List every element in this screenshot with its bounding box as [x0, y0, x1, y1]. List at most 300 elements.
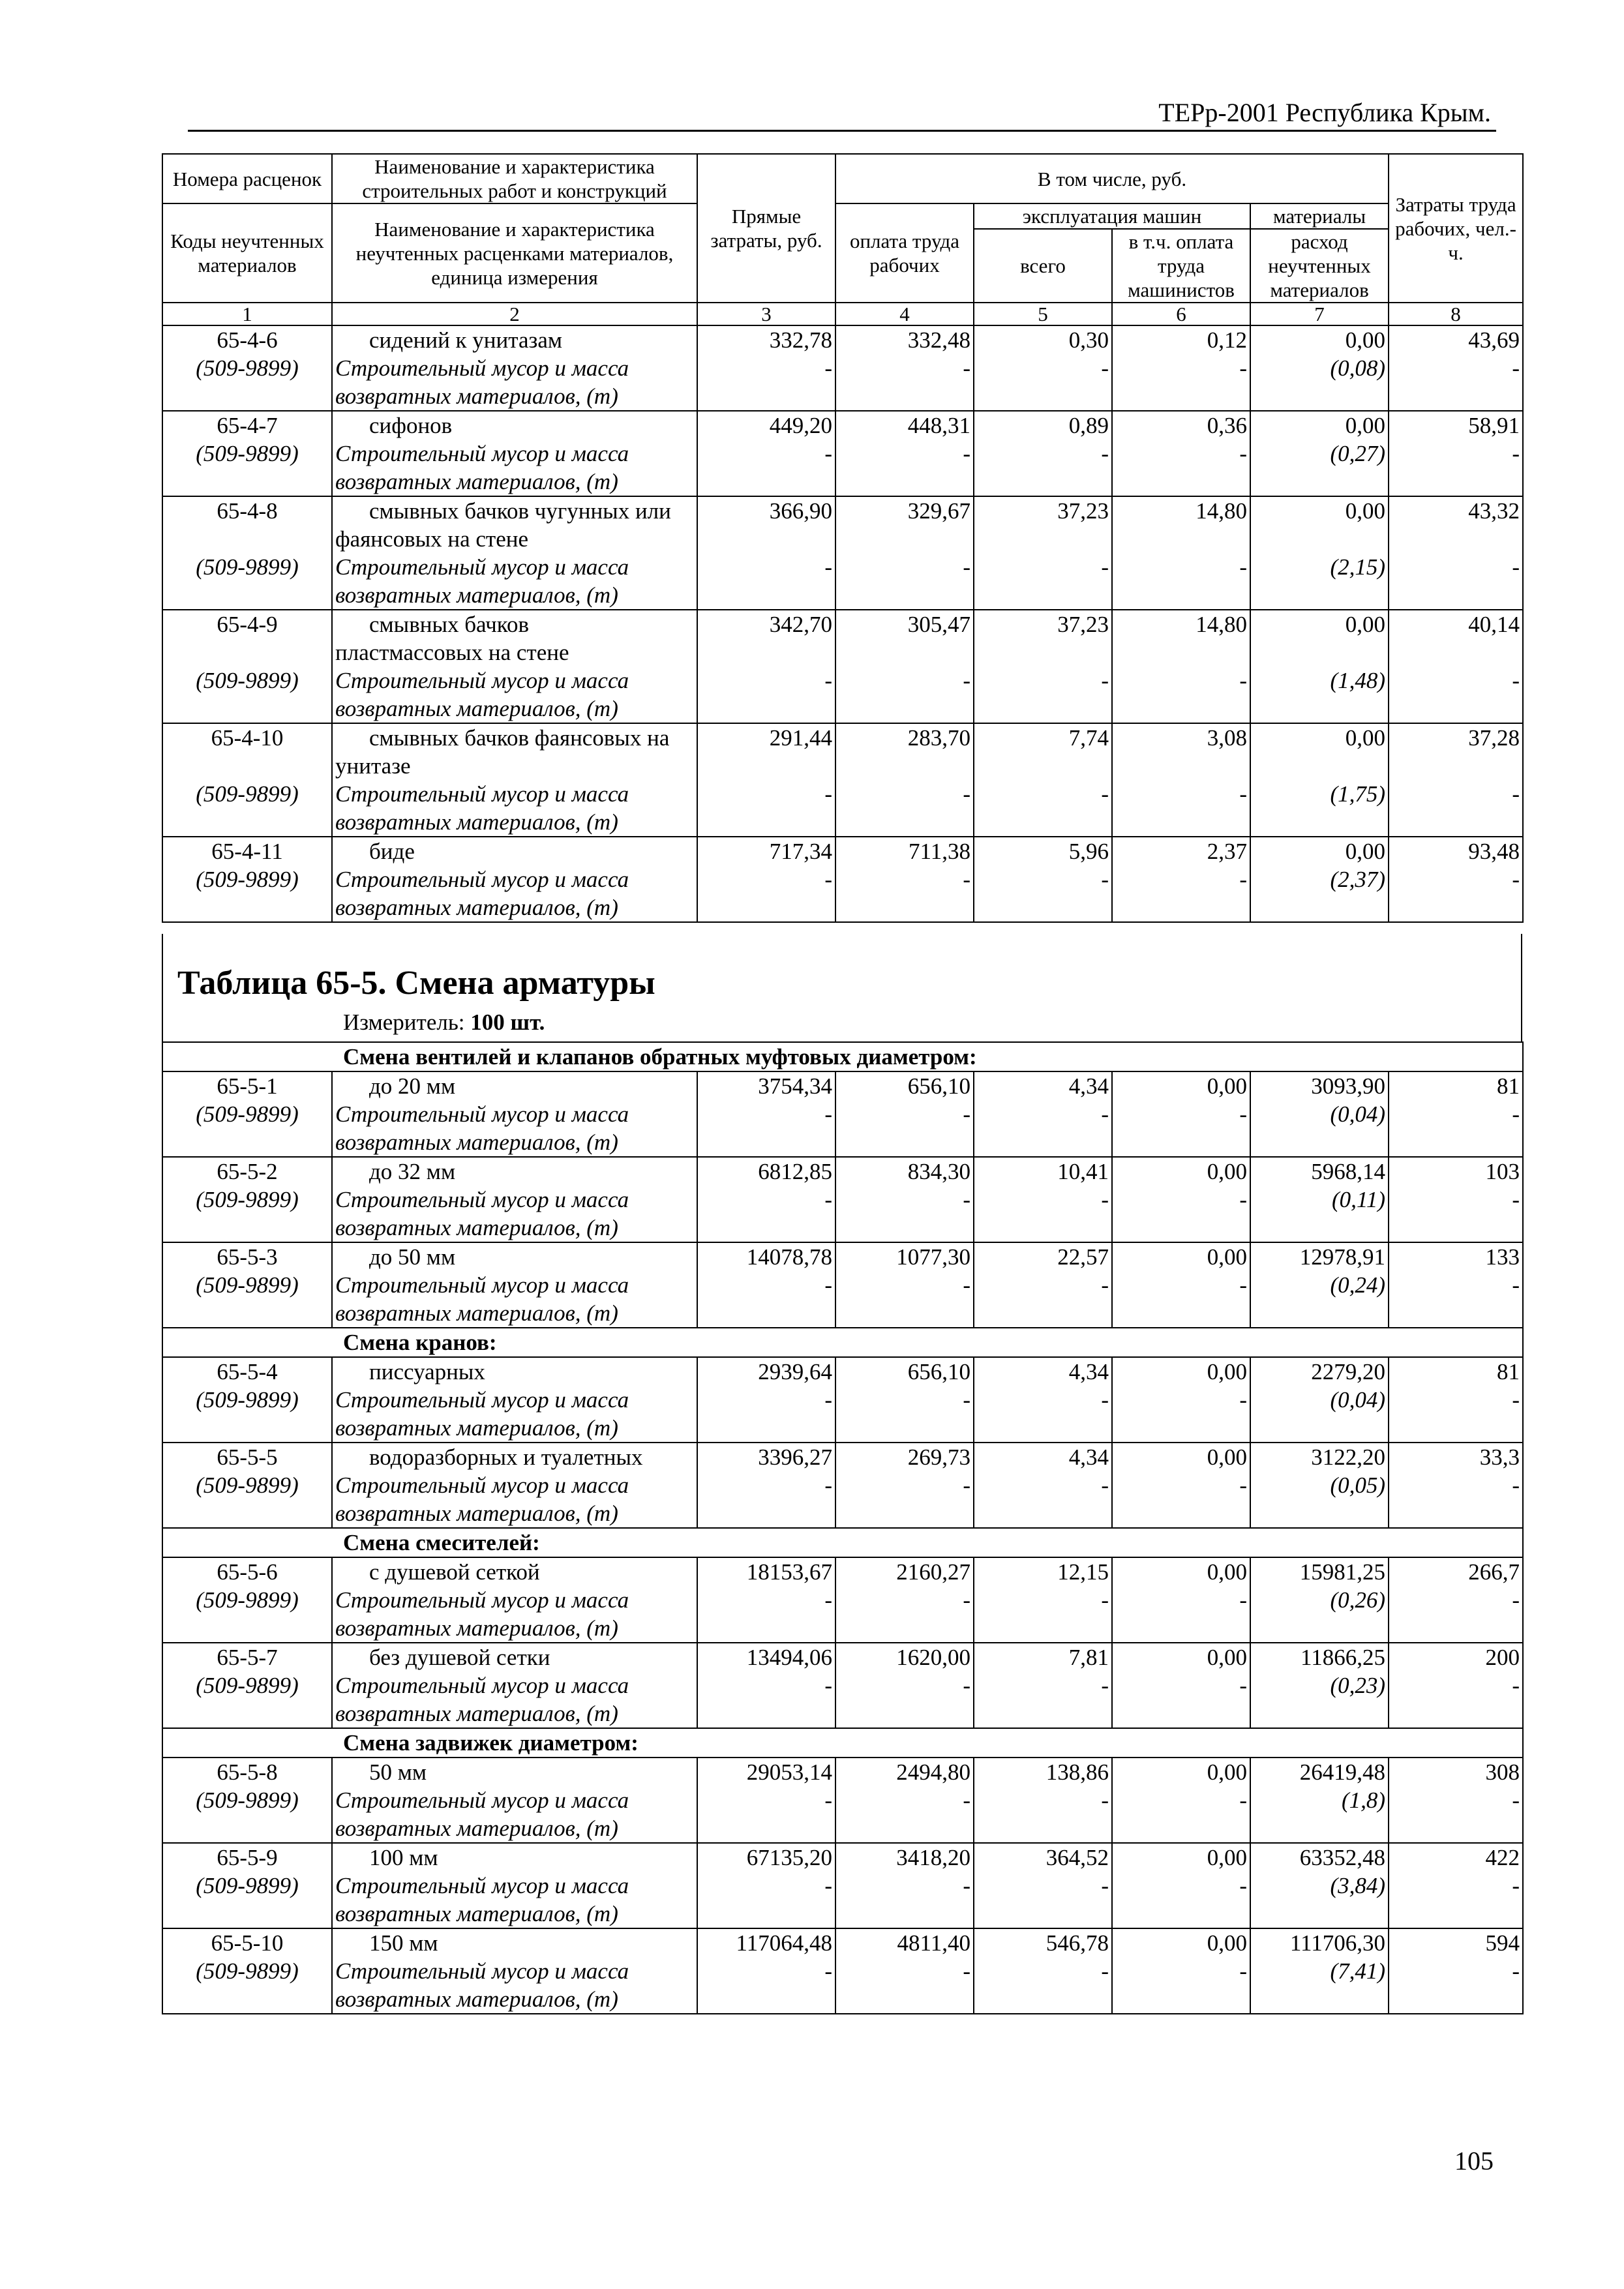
rate-name: писсуарных — [369, 1359, 485, 1384]
value-cell — [1250, 1071, 1389, 1157]
value-cell — [1389, 411, 1523, 496]
material-value: - — [824, 1101, 832, 1127]
rate-row — [162, 1071, 1523, 1157]
rate-code-cell — [162, 723, 332, 837]
material-value: - — [1239, 1587, 1247, 1613]
value-cell — [1389, 1758, 1523, 1843]
value-cell — [1112, 1443, 1250, 1528]
rate-code: 65-4-10 — [211, 725, 284, 751]
material-value: - — [824, 1587, 832, 1613]
value-cell — [974, 1357, 1112, 1443]
material-value: - — [824, 554, 832, 580]
column-number: 5 — [974, 303, 1112, 325]
rate-value: 0,00 — [1207, 1244, 1247, 1270]
value-cell — [835, 1157, 974, 1242]
rate-value: 22,57 — [1057, 1244, 1109, 1270]
rate-value: 342,70 — [769, 612, 832, 637]
material-value: - — [1512, 441, 1520, 466]
rate-value: 0,00 — [1345, 612, 1386, 637]
material-value: - — [824, 1187, 832, 1212]
material-value: - — [1239, 355, 1247, 381]
rate-value: 0,00 — [1207, 1559, 1247, 1585]
rate-code-cell — [162, 610, 332, 723]
rate-row — [162, 1928, 1523, 2014]
col-material-name-header: Наименование и характеристика неучтенных расценками материалов, единица измерения — [332, 203, 697, 303]
rate-value: 0,00 — [1345, 498, 1386, 524]
rate-value: 283,70 — [907, 725, 970, 751]
material-value: - — [1101, 668, 1109, 693]
cell-line: возвратных материалов, (т) — [335, 895, 618, 920]
rate-name: пластмассовых на стене — [335, 640, 569, 665]
rate-row — [162, 1242, 1523, 1328]
cell-line: Строительный мусор и масса — [335, 1101, 629, 1127]
rate-name-cell — [332, 1843, 697, 1928]
cell-line: Строительный мусор и масса — [335, 1873, 629, 1898]
rate-value: 11866,25 — [1301, 1645, 1385, 1670]
table-border-right — [1521, 934, 1522, 1041]
page-number: 105 — [1454, 2146, 1494, 2176]
material-value: - — [1239, 867, 1247, 892]
value-cell — [697, 1071, 835, 1157]
rate-row — [162, 496, 1523, 610]
rate-value: 40,14 — [1468, 612, 1520, 637]
material-value: - — [1239, 1873, 1247, 1898]
value-cell — [1112, 1643, 1250, 1728]
rate-value: 13494,06 — [746, 1645, 832, 1670]
rate-value: 5,96 — [1068, 839, 1109, 864]
value-cell — [1389, 1071, 1523, 1157]
rate-value: 448,31 — [907, 413, 970, 438]
material-value: - — [1512, 867, 1520, 892]
material-value: (0,04) — [1330, 1387, 1385, 1413]
rate-name: 50 мм — [369, 1759, 427, 1785]
rate-value: 717,34 — [769, 839, 832, 864]
rate-value: 0,00 — [1345, 839, 1386, 864]
value-cell — [1250, 1643, 1389, 1728]
rate-value: 14,80 — [1195, 498, 1247, 524]
rate-value: 37,23 — [1057, 612, 1109, 637]
rate-name: смывных бачков чугунных или — [369, 498, 671, 524]
material-value: - — [1512, 1958, 1520, 1984]
cell-line: возвратных материалов, (т) — [335, 1615, 618, 1641]
value-cell — [835, 1443, 974, 1528]
value-cell — [974, 1242, 1112, 1328]
material-value: - — [1512, 554, 1520, 580]
material-code: (509-9899) — [196, 1873, 299, 1898]
section-title: Смена задвижек диаметром: — [162, 1728, 1523, 1758]
value-cell — [974, 411, 1112, 496]
rate-value: 0,00 — [1207, 1759, 1247, 1785]
value-cell — [697, 1557, 835, 1643]
header-title: ТЕРр-2001 Республика Крым. — [1158, 98, 1491, 127]
table-border-left — [162, 934, 163, 1041]
rate-name: с душевой сеткой — [369, 1559, 540, 1585]
cell-line: Строительный мусор и масса — [335, 554, 629, 580]
rate-value: 117064,48 — [736, 1930, 832, 1956]
material-value: - — [824, 1473, 832, 1498]
material-value: - — [1512, 1272, 1520, 1298]
value-cell — [697, 1443, 835, 1528]
rate-code-cell — [162, 1357, 332, 1443]
rate-value: 1077,30 — [896, 1244, 970, 1270]
material-code: (509-9899) — [196, 1387, 299, 1413]
rate-row — [162, 610, 1523, 723]
rate-code: 65-5-6 — [217, 1559, 278, 1585]
rate-value: 2939,64 — [758, 1359, 832, 1384]
measure-unit — [343, 1010, 545, 1036]
material-value: - — [963, 668, 970, 693]
rate-code-cell — [162, 411, 332, 496]
material-value: - — [1101, 1387, 1109, 1413]
rate-row — [162, 1557, 1523, 1643]
value-cell — [1389, 1157, 1523, 1242]
rate-value: 0,00 — [1207, 1444, 1247, 1470]
rate-row — [162, 411, 1523, 496]
rate-row — [162, 1843, 1523, 1928]
value-cell — [697, 1357, 835, 1443]
material-code: (509-9899) — [196, 441, 299, 466]
value-cell — [974, 325, 1112, 411]
rate-value: 43,69 — [1468, 327, 1520, 353]
material-code: (509-9899) — [196, 668, 299, 693]
value-cell — [697, 723, 835, 837]
rate-row — [162, 1758, 1523, 1843]
cell-line: возвратных материалов, (т) — [335, 1415, 618, 1441]
measure-label: Измеритель: — [343, 1010, 465, 1035]
material-value: - — [1239, 1272, 1247, 1298]
material-value: - — [963, 1873, 970, 1898]
material-value: - — [1512, 1101, 1520, 1127]
value-cell — [835, 1357, 974, 1443]
material-code: (509-9899) — [196, 1473, 299, 1498]
material-value: - — [963, 1673, 970, 1698]
value-cell — [1112, 325, 1250, 411]
material-code: (509-9899) — [196, 1673, 299, 1698]
cell-line: Строительный мусор и масса — [335, 1958, 629, 1984]
material-value: - — [963, 1473, 970, 1498]
rate-value: 0,00 — [1207, 1645, 1247, 1670]
material-value: - — [963, 1272, 970, 1298]
material-value: - — [1239, 1788, 1247, 1813]
rate-value: 4,34 — [1068, 1359, 1109, 1384]
rate-value: 93,48 — [1468, 839, 1520, 864]
rate-name-cell — [332, 1758, 697, 1843]
material-value: - — [1512, 781, 1520, 807]
rate-value: 3,08 — [1207, 725, 1247, 751]
rate-code: 65-5-1 — [217, 1073, 278, 1099]
rate-value: 0,30 — [1068, 327, 1109, 353]
cell-line: Строительный мусор и масса — [335, 1673, 629, 1698]
rate-code-cell — [162, 1071, 332, 1157]
rate-value: 5968,14 — [1311, 1159, 1385, 1184]
rate-value: 0,12 — [1207, 327, 1247, 353]
material-value: - — [1239, 1387, 1247, 1413]
material-value: - — [1239, 1673, 1247, 1698]
section-title: Смена вентилей и клапанов обратных муфтовых диаметром: — [162, 1042, 1523, 1071]
material-value: (0,05) — [1330, 1473, 1385, 1498]
material-value: - — [1512, 1587, 1520, 1613]
rate-code-cell — [162, 837, 332, 922]
value-cell — [835, 1758, 974, 1843]
col-including-header: В том числе, руб. — [835, 154, 1389, 203]
material-value: (1,48) — [1330, 668, 1386, 693]
section-title: Смена кранов: — [162, 1328, 1523, 1357]
rate-value: 3396,27 — [758, 1444, 832, 1470]
value-cell — [1389, 1443, 1523, 1528]
material-value: - — [1101, 1873, 1109, 1898]
cell-line: возвратных материалов, (т) — [335, 1901, 618, 1926]
material-value: - — [1101, 1673, 1109, 1698]
value-cell — [1250, 1242, 1389, 1328]
material-code: (509-9899) — [196, 867, 299, 892]
rate-value: 7,74 — [1068, 725, 1109, 751]
material-value: (0,08) — [1330, 355, 1386, 381]
material-value: - — [824, 1873, 832, 1898]
rate-value: 0,89 — [1068, 413, 1109, 438]
value-cell — [974, 1643, 1112, 1728]
value-cell — [697, 1843, 835, 1928]
cell-line: возвратных материалов, (т) — [335, 1215, 618, 1240]
material-value: - — [824, 441, 832, 466]
rate-name-cell — [332, 837, 697, 922]
rate-name: биде — [369, 839, 415, 864]
rate-code-cell — [162, 1643, 332, 1728]
rate-name: унитазе — [335, 753, 411, 779]
value-cell — [1250, 325, 1389, 411]
material-value: - — [1101, 1187, 1109, 1212]
cell-line: Строительный мусор и масса — [335, 867, 629, 892]
table-title: Таблица 65-5. Смена арматуры — [177, 965, 655, 1002]
value-cell — [697, 1643, 835, 1728]
cell-line: Строительный мусор и масса — [335, 1272, 629, 1298]
rate-value: 546,78 — [1045, 1930, 1109, 1956]
value-cell — [1250, 837, 1389, 922]
material-value: - — [824, 1272, 832, 1298]
material-value: - — [963, 554, 970, 580]
material-value: - — [1512, 1473, 1520, 1498]
col-machinist-pay-header: в т.ч. оплата труда машинистов — [1112, 229, 1250, 303]
cell-line: Строительный мусор и масса — [335, 668, 629, 693]
value-cell — [1112, 723, 1250, 837]
value-cell — [697, 1928, 835, 2014]
value-cell — [1250, 1557, 1389, 1643]
rate-code: 65-4-8 — [217, 498, 278, 524]
rate-name-cell — [332, 325, 697, 411]
rate-value: 63352,48 — [1299, 1845, 1385, 1870]
rate-value: 33,3 — [1479, 1444, 1520, 1470]
value-cell — [835, 325, 974, 411]
col-rate-number-header: Номера расценок — [162, 154, 332, 203]
cell-line: возвратных материалов, (т) — [335, 1701, 618, 1726]
rate-row — [162, 325, 1523, 411]
rate-code: 65-4-11 — [211, 839, 283, 864]
cell-line: Строительный мусор и масса — [335, 1587, 629, 1613]
rate-value: 138,86 — [1045, 1759, 1109, 1785]
value-cell — [1250, 411, 1389, 496]
material-value: - — [1101, 1587, 1109, 1613]
rate-value: 81 — [1497, 1359, 1520, 1384]
material-value: (7,41) — [1330, 1958, 1385, 1984]
rate-value: 0,36 — [1207, 413, 1247, 438]
rate-value: 10,41 — [1057, 1159, 1109, 1184]
column-number: 7 — [1250, 303, 1389, 325]
rate-value: 329,67 — [907, 498, 970, 524]
cell-line: возвратных материалов, (т) — [335, 1130, 618, 1155]
material-value: - — [1101, 1958, 1109, 1984]
rate-code: 65-5-4 — [217, 1359, 278, 1384]
rate-value: 269,73 — [907, 1444, 970, 1470]
rate-value: 364,52 — [1045, 1845, 1109, 1870]
rate-code: 65-5-3 — [217, 1244, 278, 1270]
page-header — [188, 97, 1496, 132]
rate-value: 15981,25 — [1299, 1559, 1385, 1585]
rate-value: 332,48 — [907, 327, 970, 353]
rate-code-cell — [162, 1557, 332, 1643]
material-code: (509-9899) — [196, 781, 299, 807]
rate-name: фаянсовых на стене — [335, 526, 529, 552]
value-cell — [1112, 1843, 1250, 1928]
material-value: - — [963, 1587, 970, 1613]
col-direct-costs-header: Прямые затраты, руб. — [697, 154, 835, 303]
rate-value: 308 — [1485, 1759, 1520, 1785]
rate-name: до 20 мм — [369, 1073, 456, 1099]
rate-value: 3122,20 — [1311, 1444, 1385, 1470]
cell-line: возвратных материалов, (т) — [335, 1986, 618, 2012]
rate-value: 29053,14 — [746, 1759, 832, 1785]
value-cell — [974, 1443, 1112, 1528]
material-value: (1,75) — [1330, 781, 1386, 807]
value-cell — [835, 496, 974, 610]
rate-code: 65-5-8 — [217, 1759, 278, 1785]
cell-line: возвратных материалов, (т) — [335, 1501, 618, 1526]
rate-row — [162, 1157, 1523, 1242]
rate-name-cell — [332, 1643, 697, 1728]
material-value: (1,8) — [1341, 1788, 1385, 1813]
value-cell — [1250, 1928, 1389, 2014]
rate-value: 0,00 — [1345, 725, 1386, 751]
rate-name-cell — [332, 1928, 697, 2014]
rate-value: 14078,78 — [746, 1244, 832, 1270]
column-number: 4 — [835, 303, 974, 325]
rate-row — [162, 1357, 1523, 1443]
material-value: - — [1239, 554, 1247, 580]
cell-line: Строительный мусор и масса — [335, 1187, 629, 1212]
material-value: (3,84) — [1330, 1873, 1385, 1898]
material-value: - — [1512, 1673, 1520, 1698]
rate-code-cell — [162, 1242, 332, 1328]
rate-value: 656,10 — [907, 1073, 970, 1099]
material-value: - — [1101, 554, 1109, 580]
material-value: - — [1101, 867, 1109, 892]
material-value: - — [1101, 1788, 1109, 1813]
material-value: - — [1512, 355, 1520, 381]
value-cell — [1389, 1242, 1523, 1328]
section-row — [162, 1728, 1523, 1758]
rate-name-cell — [332, 1443, 697, 1528]
section-row — [162, 1528, 1523, 1557]
value-cell — [1250, 1758, 1389, 1843]
rate-value: 58,91 — [1468, 413, 1520, 438]
material-value: - — [1101, 1101, 1109, 1127]
rate-value: 0,00 — [1207, 1073, 1247, 1099]
rate-value: 3093,90 — [1311, 1073, 1385, 1099]
rate-name-cell — [332, 1242, 697, 1328]
cell-line: Строительный мусор и масса — [335, 781, 629, 807]
rate-name: 100 мм — [369, 1845, 438, 1870]
rate-row — [162, 1643, 1523, 1728]
rate-row — [162, 1443, 1523, 1528]
value-cell — [1389, 1357, 1523, 1443]
value-cell — [974, 837, 1112, 922]
rate-name-cell — [332, 723, 697, 837]
material-value: - — [1512, 1387, 1520, 1413]
material-value: (0,04) — [1330, 1101, 1385, 1127]
rate-name-cell — [332, 1071, 697, 1157]
value-cell — [835, 610, 974, 723]
value-cell — [974, 610, 1112, 723]
rate-value: 1620,00 — [896, 1645, 970, 1670]
material-value: - — [824, 1387, 832, 1413]
material-value: - — [1239, 1958, 1247, 1984]
cell-line: возвратных материалов, (т) — [335, 582, 618, 608]
rate-code: 65-4-7 — [217, 413, 278, 438]
rate-value: 422 — [1485, 1845, 1520, 1870]
rate-value: 0,00 — [1207, 1159, 1247, 1184]
material-value: - — [963, 355, 970, 381]
section-title: Смена смесителей: — [162, 1528, 1523, 1557]
column-number: 2 — [332, 303, 697, 325]
rate-value: 67135,20 — [746, 1845, 832, 1870]
col-machines-total-header: всего — [974, 229, 1112, 303]
value-cell — [974, 1843, 1112, 1928]
rate-value: 4,34 — [1068, 1073, 1109, 1099]
col-material-codes-header: Коды неучтенных материалов — [162, 203, 332, 303]
rate-value: 656,10 — [907, 1359, 970, 1384]
material-value: - — [963, 867, 970, 892]
rate-value: 2,37 — [1207, 839, 1247, 864]
value-cell — [1112, 610, 1250, 723]
rate-value: 2160,27 — [896, 1559, 970, 1585]
rate-value: 6812,85 — [758, 1159, 832, 1184]
material-value: - — [824, 781, 832, 807]
cell-line: возвратных материалов, (т) — [335, 383, 618, 409]
value-cell — [835, 1242, 974, 1328]
material-value: - — [824, 867, 832, 892]
rate-value: 200 — [1485, 1645, 1520, 1670]
material-value: - — [824, 1673, 832, 1698]
value-cell — [835, 1843, 974, 1928]
value-cell — [1112, 837, 1250, 922]
material-value: (2,15) — [1330, 554, 1386, 580]
material-value: - — [963, 1101, 970, 1127]
rate-value: 0,00 — [1207, 1845, 1247, 1870]
rate-value: 43,32 — [1468, 498, 1520, 524]
value-cell — [1250, 1357, 1389, 1443]
rate-code: 65-5-7 — [217, 1645, 278, 1670]
rate-value: 37,23 — [1057, 498, 1109, 524]
rate-code: 65-5-9 — [217, 1845, 278, 1870]
rate-code: 65-5-10 — [211, 1930, 284, 1956]
rate-value: 0,00 — [1345, 327, 1386, 353]
rate-value: 12,15 — [1057, 1559, 1109, 1585]
col-labor-hours-header: Затраты труда рабочих, чел.-ч. — [1389, 154, 1523, 303]
value-cell — [1112, 1157, 1250, 1242]
rate-code-cell — [162, 496, 332, 610]
value-cell — [835, 723, 974, 837]
cell-line: возвратных материалов, (т) — [335, 469, 618, 494]
col-materials-header: материалы — [1250, 203, 1389, 229]
cell-line: Строительный мусор и масса — [335, 441, 629, 466]
